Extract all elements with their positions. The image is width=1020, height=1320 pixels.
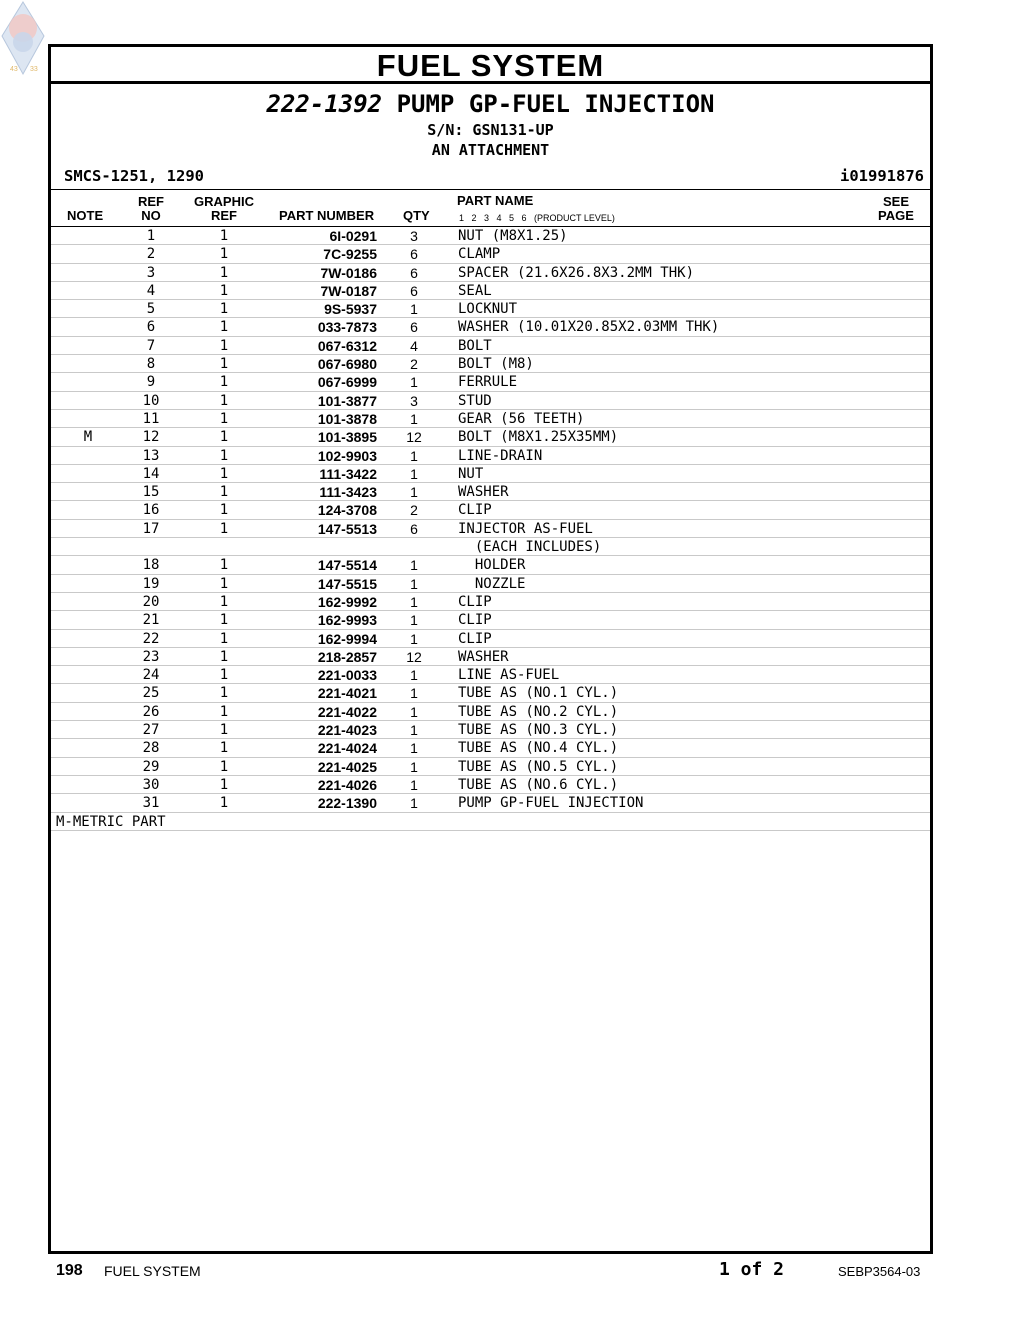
graphic-ref-cell: 1 (219, 667, 229, 684)
note-cell: M (83, 429, 93, 446)
graphic-ref-cell: 1 (219, 648, 229, 665)
graphic-ref-cell: 1 (219, 703, 229, 720)
part-name-cell: TUBE AS (NO.5 CYL.) (458, 758, 619, 775)
table-row (51, 776, 930, 794)
part-name-cell: HOLDER (458, 557, 526, 574)
col-graphic-bottom: REF (211, 208, 237, 223)
qty-cell: 1 (410, 667, 418, 684)
qty-cell: 2 (410, 502, 418, 519)
part-name-cell: LOCKNUT (458, 301, 518, 318)
graphic-ref-cell: 1 (219, 319, 229, 336)
part-name-cell: WASHER (10.01X20.85X2.03MM THK) (458, 319, 720, 336)
qty-cell: 1 (410, 758, 418, 775)
part-number-cell: 147-5515 (317, 575, 377, 592)
graphic-ref-cell: 1 (219, 776, 229, 793)
page-number: 198 (56, 1262, 83, 1279)
col-ref-bottom: NO (141, 208, 161, 223)
page-of: 1 of 2 (719, 1259, 785, 1280)
part-name-cell: SEAL (458, 282, 492, 299)
part-number-cell: 221-4026 (317, 776, 377, 793)
part-name-cell: INJECTOR AS-FUEL (458, 520, 593, 537)
part-number-cell: 6I-0291 (329, 228, 377, 244)
smcs-code: SMCS-1251, 1290 (64, 167, 204, 185)
qty-cell: 1 (410, 557, 418, 574)
graphic-ref-cell: 1 (219, 246, 229, 263)
qty-cell: 1 (410, 465, 418, 482)
qty-cell: 6 (410, 319, 418, 336)
qty-cell: 6 (410, 246, 418, 263)
part-number-cell: 7W-0187 (320, 282, 377, 299)
table-row (51, 556, 930, 574)
ref-number-cell: 6 (146, 319, 156, 336)
part-name-cell: NUT (458, 465, 484, 482)
graphic-ref-cell: 1 (219, 264, 229, 281)
part-name-cell: CLIP (458, 630, 492, 647)
table-row (51, 300, 930, 318)
ref-number-cell: 20 (142, 593, 160, 610)
table-row (51, 264, 930, 282)
graphic-ref-cell: 1 (219, 740, 229, 757)
ref-number-cell: 29 (142, 758, 160, 775)
section-title: FUEL SYSTEM (51, 47, 930, 84)
table-row (51, 227, 930, 245)
part-number-cell: 067-6980 (317, 356, 377, 373)
part-number-cell: 221-4021 (317, 685, 377, 702)
col-see-top: SEE (882, 194, 909, 209)
graphic-ref-cell: 1 (219, 484, 229, 501)
part-name-cell: GEAR (56 TEETH) (458, 410, 585, 427)
col-part-number: PART NUMBER (279, 208, 375, 223)
graphic-ref-cell: 1 (219, 301, 229, 318)
logo-left-number: 43 (10, 66, 18, 73)
table-row (51, 739, 930, 757)
table-row (51, 428, 930, 446)
col-see-bottom: PAGE (878, 208, 914, 223)
part-name-cell: CLAMP (458, 246, 501, 263)
ref-number-cell: 5 (146, 301, 156, 318)
column-header (51, 190, 930, 227)
table-row (51, 465, 930, 483)
part-name-cell: CLIP (458, 502, 492, 519)
group-heading (51, 84, 930, 190)
group-name: PUMP GP-FUEL INJECTION (396, 90, 715, 118)
part-number-cell: 221-4023 (317, 722, 377, 739)
part-number-cell: 033-7873 (317, 319, 377, 336)
part-number-cell: 218-2857 (317, 648, 377, 665)
part-number-cell: 111-3422 (319, 465, 377, 482)
graphic-ref-cell: 1 (219, 722, 229, 739)
serial-number: S/N: GSN131-UP (427, 121, 554, 139)
ref-number-cell: 2 (146, 246, 156, 263)
attachment-label: AN ATTACHMENT (431, 141, 550, 159)
ref-number-cell: 11 (142, 410, 160, 427)
col-ref-top: REF (138, 194, 164, 209)
part-number-cell: 101-3878 (317, 410, 377, 427)
table-row (51, 648, 930, 666)
table-row (51, 593, 930, 611)
part-name-cell: CLIP (458, 612, 492, 629)
table-row (51, 392, 930, 410)
illustration-id: i01991876 (840, 167, 924, 185)
footer-section: FUEL SYSTEM (104, 1263, 201, 1279)
ref-number-cell: 14 (142, 465, 160, 482)
document-number: SEBP3564-03 (838, 1264, 921, 1279)
part-name-cell: BOLT (M8) (458, 356, 534, 373)
ref-number-cell: 18 (142, 557, 160, 574)
part-number-cell: 221-0033 (317, 667, 377, 684)
part-number-cell: 147-5513 (317, 520, 377, 537)
part-number-cell: 162-9992 (317, 593, 377, 610)
table-row (51, 355, 930, 373)
qty-cell: 2 (410, 356, 418, 373)
ref-number-cell: 4 (146, 282, 156, 299)
part-name-cell: (EACH INCLUDES) (458, 539, 602, 556)
table-row (51, 703, 930, 721)
part-number-cell: 162-9993 (317, 612, 377, 629)
ref-number-cell: 3 (146, 264, 156, 281)
part-number-cell: 221-4022 (317, 703, 377, 720)
ref-number-cell: 13 (142, 447, 160, 464)
ref-number-cell: 17 (142, 520, 160, 537)
part-number-cell: 067-6999 (317, 374, 377, 391)
qty-cell: 1 (410, 374, 418, 391)
graphic-ref-cell: 1 (219, 795, 229, 812)
part-name-cell: LINE-DRAIN (458, 447, 543, 464)
graphic-ref-cell: 1 (219, 282, 229, 299)
qty-cell: 1 (410, 630, 418, 647)
part-name-cell: CLIP (458, 593, 492, 610)
watermark-logo (0, 0, 46, 76)
part-number-cell: 9S-5937 (324, 301, 377, 318)
part-number-cell: 101-3895 (317, 429, 377, 446)
qty-cell: 1 (410, 612, 418, 629)
graphic-ref-cell: 1 (219, 557, 229, 574)
graphic-ref-cell: 1 (219, 465, 229, 482)
qty-cell: 1 (410, 410, 418, 427)
qty-cell: 12 (406, 429, 422, 446)
logo-right-number: 33 (30, 66, 38, 73)
col-qty: QTY (403, 208, 430, 223)
part-number-cell: 124-3708 (317, 502, 377, 519)
qty-cell: 4 (410, 337, 418, 354)
table-row (51, 318, 930, 336)
qty-cell: 1 (410, 722, 418, 739)
table-row (51, 447, 930, 465)
part-number-cell: 147-5514 (317, 557, 377, 574)
graphic-ref-cell: 1 (219, 228, 229, 244)
table-row (51, 684, 930, 702)
part-name-cell: PUMP GP-FUEL INJECTION (458, 795, 644, 812)
qty-cell: 1 (410, 795, 418, 812)
part-number-cell: 102-9903 (317, 447, 377, 464)
table-row (51, 721, 930, 739)
part-name-cell: TUBE AS (NO.2 CYL.) (458, 703, 619, 720)
table-row (51, 282, 930, 300)
part-name-cell: NOZZLE (458, 575, 526, 592)
ref-number-cell: 25 (142, 685, 160, 702)
col-graphic-top: GRAPHIC (194, 194, 254, 209)
metric-note: M-METRIC PART (56, 813, 166, 830)
part-name-cell: SPACER (21.6X26.8X3.2MM THK) (458, 264, 695, 281)
ref-number-cell: 9 (146, 374, 156, 391)
graphic-ref-cell: 1 (219, 374, 229, 391)
ref-number-cell: 21 (142, 612, 160, 629)
ref-number-cell: 1 (146, 228, 156, 244)
table-row (51, 794, 930, 812)
graphic-ref-cell: 1 (219, 337, 229, 354)
part-number-cell: 221-4024 (317, 740, 377, 757)
qty-cell: 6 (410, 282, 418, 299)
qty-cell: 12 (406, 648, 422, 665)
qty-cell: 3 (410, 228, 418, 244)
table-row (51, 520, 930, 538)
qty-cell: 1 (410, 484, 418, 501)
ref-number-cell: 31 (142, 795, 160, 812)
table-row (51, 575, 930, 593)
graphic-ref-cell: 1 (219, 520, 229, 537)
qty-cell: 1 (410, 685, 418, 702)
table-row (51, 245, 930, 263)
table-row (51, 410, 930, 428)
parts-table (51, 227, 930, 813)
qty-cell: 1 (410, 703, 418, 720)
graphic-ref-cell: 1 (219, 575, 229, 592)
part-name-cell: TUBE AS (NO.4 CYL.) (458, 740, 619, 757)
qty-cell: 3 (410, 392, 418, 409)
graphic-ref-cell: 1 (219, 429, 229, 446)
table-row (51, 666, 930, 684)
graphic-ref-cell: 1 (219, 356, 229, 373)
ref-number-cell: 19 (142, 575, 160, 592)
table-row (51, 538, 930, 556)
part-name-cell: BOLT (M8X1.25X35MM) (458, 429, 619, 446)
ref-number-cell: 22 (142, 630, 160, 647)
qty-cell: 1 (410, 740, 418, 757)
part-number-cell: 162-9994 (317, 630, 377, 647)
parts-list-frame (48, 44, 933, 1254)
ref-number-cell: 27 (142, 722, 160, 739)
ref-number-cell: 24 (142, 667, 160, 684)
col-product-level: 1 2 3 4 5 6 (PRODUCT LEVEL) (459, 213, 615, 223)
graphic-ref-cell: 1 (219, 502, 229, 519)
table-row (51, 611, 930, 629)
graphic-ref-cell: 1 (219, 630, 229, 647)
table-row (51, 373, 930, 391)
col-note: NOTE (67, 208, 104, 223)
table-row (51, 483, 930, 501)
graphic-ref-cell: 1 (219, 612, 229, 629)
graphic-ref-cell: 1 (219, 758, 229, 775)
part-number-cell: 7W-0186 (320, 264, 377, 281)
part-name-cell: FERRULE (458, 374, 518, 391)
part-number-cell: 221-4025 (317, 758, 377, 775)
graphic-ref-cell: 1 (219, 685, 229, 702)
metric-note-row (51, 813, 930, 831)
qty-cell: 1 (410, 776, 418, 793)
table-row (51, 501, 930, 519)
part-number-cell: 067-6312 (317, 337, 377, 354)
part-name-cell: TUBE AS (NO.1 CYL.) (458, 685, 619, 702)
ref-number-cell: 7 (146, 337, 156, 354)
part-name-cell: TUBE AS (NO.6 CYL.) (458, 776, 619, 793)
ref-number-cell: 12 (142, 429, 160, 446)
col-part-name: PART NAME (457, 193, 534, 208)
part-name-cell: LINE AS-FUEL (458, 667, 560, 684)
table-row (51, 758, 930, 776)
qty-cell: 1 (410, 301, 418, 318)
table-row (51, 337, 930, 355)
qty-cell: 1 (410, 575, 418, 592)
qty-cell: 1 (410, 593, 418, 610)
ref-number-cell: 23 (142, 648, 160, 665)
graphic-ref-cell: 1 (219, 447, 229, 464)
graphic-ref-cell: 1 (219, 593, 229, 610)
part-number-cell: 111-3423 (319, 484, 377, 501)
qty-cell: 6 (410, 520, 418, 537)
ref-number-cell: 15 (142, 484, 160, 501)
part-number-cell: 101-3877 (317, 392, 377, 409)
part-name-cell: STUD (458, 392, 492, 409)
part-number-cell: 222-1390 (317, 795, 377, 812)
qty-cell: 1 (410, 447, 418, 464)
ref-number-cell: 10 (142, 392, 160, 409)
part-name-cell: TUBE AS (NO.3 CYL.) (458, 722, 619, 739)
qty-cell: 6 (410, 264, 418, 281)
part-name-cell: WASHER (458, 484, 509, 501)
graphic-ref-cell: 1 (219, 410, 229, 427)
part-name-cell: NUT (M8X1.25) (458, 228, 568, 244)
ref-number-cell: 8 (146, 356, 156, 373)
ref-number-cell: 30 (142, 776, 160, 793)
group-number: 222-1392 (266, 90, 383, 118)
ref-number-cell: 28 (142, 740, 160, 757)
ref-number-cell: 26 (142, 703, 160, 720)
part-number-cell: 7C-9255 (323, 246, 377, 263)
part-name-cell: WASHER (458, 648, 509, 665)
part-name-cell: BOLT (458, 337, 492, 354)
table-row (51, 630, 930, 648)
ref-number-cell: 16 (142, 502, 160, 519)
group-title (51, 90, 930, 118)
graphic-ref-cell: 1 (219, 392, 229, 409)
